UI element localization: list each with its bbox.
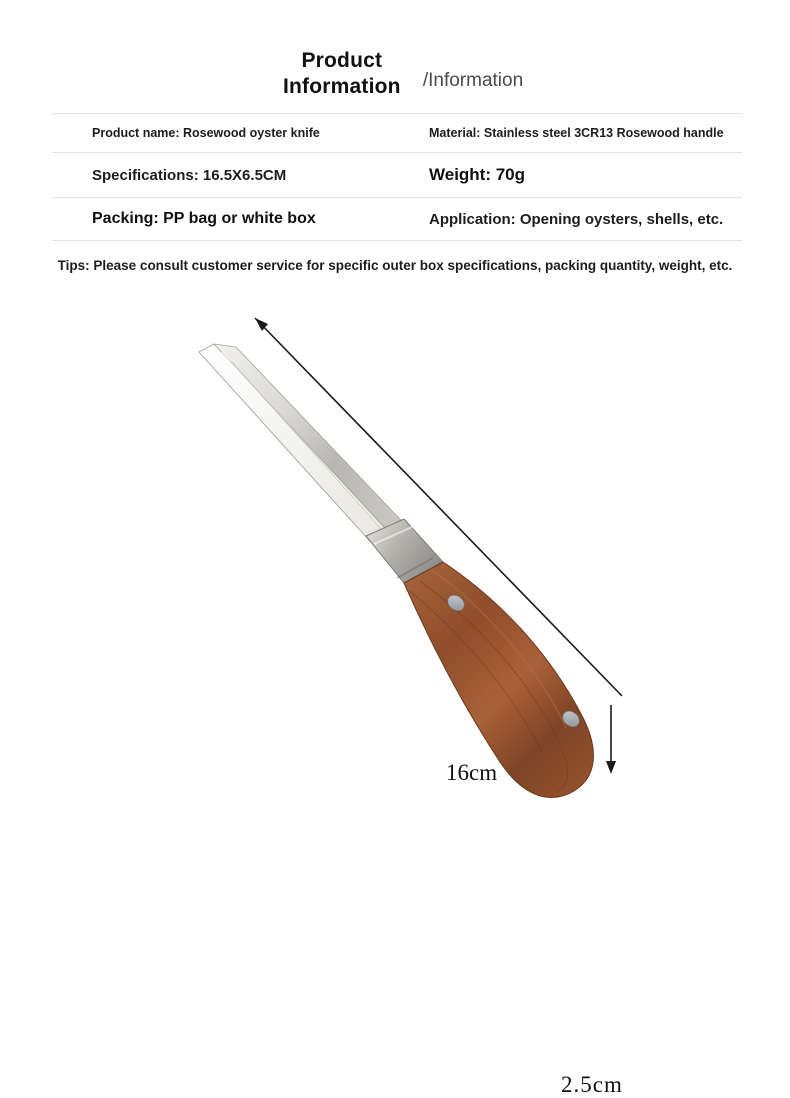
knife-handle bbox=[404, 562, 593, 797]
product-image-area bbox=[0, 300, 790, 1097]
spec-cell-application bbox=[397, 198, 742, 240]
spec-text: Application: Opening oysters, shells, etc. bbox=[429, 210, 724, 228]
spec-cell-product-name bbox=[52, 114, 397, 152]
tips-note: Tips: Please consult customer service for specific outer box specifications, packing quantity, weight, etc. bbox=[57, 258, 733, 273]
oyster-knife-illustration bbox=[0, 300, 790, 866]
page-title: Product Information bbox=[282, 49, 401, 99]
length-dimension-label: 16cm bbox=[446, 760, 498, 785]
spec-text: Specifications: 16.5X6.5CM bbox=[92, 166, 287, 184]
page-header bbox=[0, 48, 790, 101]
spec-cell-weight bbox=[397, 153, 742, 197]
knife-blade-edge bbox=[199, 344, 399, 559]
table-row bbox=[52, 197, 742, 241]
spec-cell-material bbox=[397, 114, 742, 152]
spec-text: Material: Stainless steel 3CR13 Rosewood handle bbox=[429, 126, 724, 140]
blade-shade-line bbox=[231, 361, 398, 548]
table-row bbox=[52, 113, 742, 152]
spec-text: Product name: Rosewood oyster knife bbox=[92, 126, 320, 140]
page-subtitle: /Information bbox=[422, 70, 524, 92]
table-row bbox=[52, 152, 742, 197]
knife-blade bbox=[214, 344, 418, 543]
specification-table bbox=[52, 113, 742, 241]
spec-text: Weight: 70g bbox=[429, 165, 526, 184]
width-dimension-label: 2.5cm bbox=[561, 1072, 623, 1097]
spec-cell-packing bbox=[52, 198, 397, 240]
width-arrow-head bbox=[606, 761, 616, 774]
spec-text: Packing: PP bag or white box bbox=[92, 210, 316, 227]
spec-cell-specifications bbox=[52, 153, 397, 197]
